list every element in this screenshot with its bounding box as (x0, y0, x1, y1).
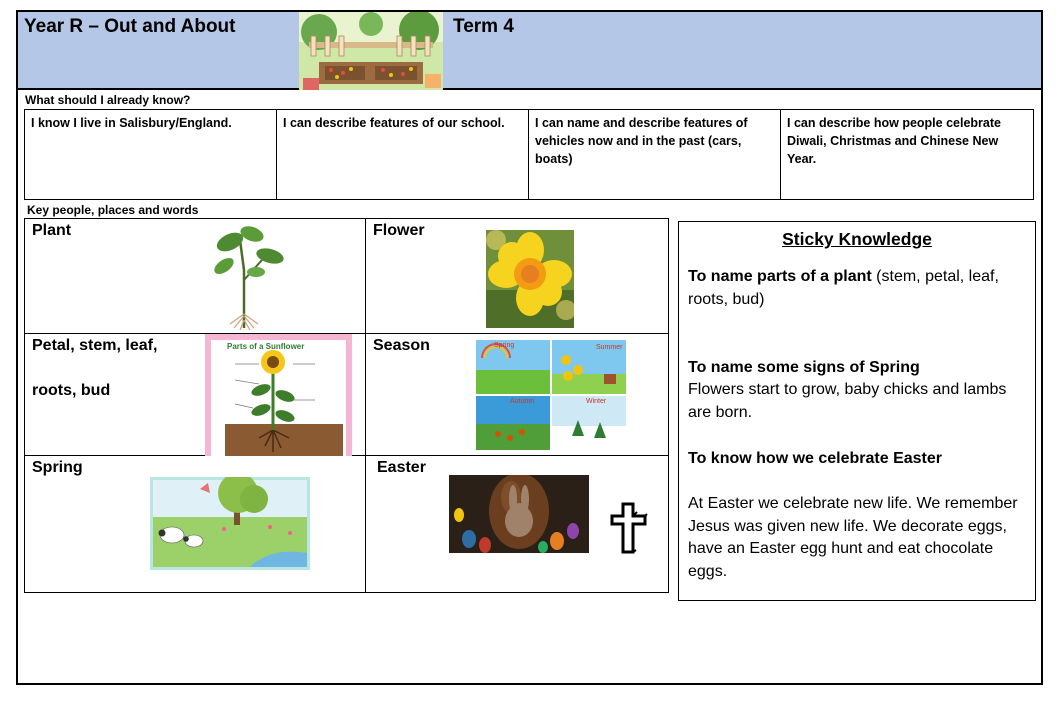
prior-knowledge-item: I can name and describe features of vehicles now and in the past (cars, boats) (528, 109, 781, 200)
sunflower-image-title: Parts of a Sunflower (227, 342, 305, 351)
prior-knowledge-heading: What should I already know? (25, 93, 191, 107)
sticky-item-plant-parts (688, 266, 1028, 311)
term-label: Term 4 (453, 16, 514, 37)
sunflower-parts-image (205, 334, 352, 456)
season-spring-tag: Spring (494, 342, 515, 349)
parts-label-line2: roots, bud (32, 382, 111, 399)
sticky-knowledge-title: Sticky Knowledge (782, 229, 932, 249)
plant-cell (24, 218, 366, 334)
seasons-image (476, 340, 626, 450)
sticky-item-plant-parts-detail: (stem, petal, leaf, roots, bud) (688, 268, 999, 308)
prior-knowledge-item: I can describe how people celebrate Diwali, Christmas and Chinese New Year. (780, 109, 1034, 200)
plant-label: Plant (32, 222, 72, 239)
key-words-heading: Key people, places and words (27, 203, 199, 217)
sticky-item-spring-heading: To name some signs of Spring (688, 359, 920, 376)
plant-image (200, 220, 290, 330)
season-autumn-tag: Autumn (510, 398, 535, 405)
flower-label: Flower (373, 222, 425, 239)
season-label: Season (373, 337, 430, 354)
garden-image (299, 12, 443, 90)
daffodil-image (486, 230, 574, 328)
prior-knowledge-item: I know I live in Salisbury/England. (24, 109, 277, 200)
page-title: Year R – Out and About (24, 16, 236, 37)
sticky-item-plant-parts-heading: To name parts of a plant (688, 268, 872, 285)
easter-egg-image (449, 475, 589, 553)
prior-knowledge-item: I can describe features of our school. (276, 109, 529, 200)
sticky-item-spring-text: Flowers start to grow, baby chicks and lambs are born. (688, 381, 1007, 421)
sticky-item-easter-text: At Easter we celebrate new life. We remember Jesus was given new life. We decorate eggs, have an Easter egg hunt and eat chocolate eggs. (688, 495, 1018, 580)
parts-label-line1: Petal, stem, leaf, (32, 337, 158, 354)
sticky-item-easter-heading: To know how we celebrate Easter (688, 450, 942, 467)
spring-scene-image (150, 477, 310, 570)
easter-label: Easter (377, 459, 426, 476)
cross-icon (609, 500, 649, 556)
season-winter-tag: Winter (586, 398, 607, 405)
season-summer-tag: Summer (596, 344, 623, 351)
spring-label: Spring (32, 459, 83, 476)
